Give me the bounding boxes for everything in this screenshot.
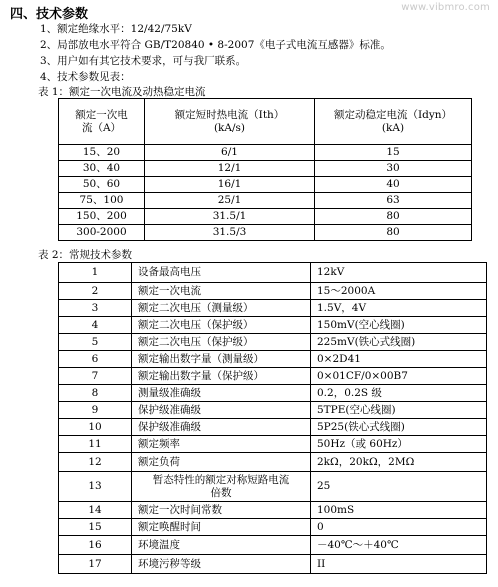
table-row — [59, 263, 487, 283]
row-number: 17 — [59, 555, 132, 574]
parameter-name: 额定负荷 — [132, 453, 311, 472]
header-line: 额定短时热电流（Ith） — [174, 108, 285, 121]
parameter-value: －40℃～＋40℃ — [311, 536, 487, 555]
table-row — [59, 317, 487, 334]
parameter-value: 0.2，0.2S 级 — [311, 385, 487, 402]
dynamic-current-cell: 15 — [315, 145, 472, 161]
table-row — [59, 536, 487, 555]
parameter-value: 150mV(空心线圈) — [311, 317, 487, 334]
table-row — [59, 300, 487, 317]
primary-current-cell: 30、40 — [59, 161, 145, 177]
parameter-value: 25 — [311, 472, 487, 502]
parameter-name: 额定输出数字量（测量级） — [132, 351, 311, 368]
parameter-value: 0×01CF/0×00B7 — [311, 368, 487, 385]
table-row — [59, 209, 472, 225]
table-row — [59, 472, 487, 502]
thermal-current-cell: 12/1 — [145, 161, 315, 177]
row-number: 3 — [59, 300, 132, 317]
table-header-row — [59, 99, 472, 145]
rated-current-table — [58, 98, 472, 241]
table-row — [59, 225, 472, 241]
row-number: 14 — [59, 502, 132, 519]
section-heading: 四、技术参数 — [10, 7, 89, 22]
dynamic-current-cell: 30 — [315, 161, 472, 177]
header-line: 流（A） — [81, 121, 122, 134]
thermal-current-cell: 25/1 — [145, 193, 315, 209]
item-insulation-level: 1、额定绝缘水平：12/42/75kV — [40, 23, 192, 35]
parameter-name: 环境温度 — [132, 536, 311, 555]
row-number: 5 — [59, 334, 132, 351]
parameter-value: 0×2D41 — [311, 351, 487, 368]
primary-current-cell: 300-2000 — [59, 225, 145, 241]
thermal-current-cell: 6/1 — [145, 145, 315, 161]
primary-current-cell: 150、200 — [59, 209, 145, 225]
primary-current-cell: 75、100 — [59, 193, 145, 209]
dynamic-current-cell: 63 — [315, 193, 472, 209]
header-line: (kA/s) — [213, 121, 246, 134]
parameter-value: 100mS — [311, 502, 487, 519]
row-number: 1 — [59, 263, 132, 283]
parameter-name: 额定频率 — [132, 436, 311, 453]
table-row — [59, 283, 487, 300]
table-row — [59, 161, 472, 177]
parameter-value: II — [311, 555, 487, 574]
table-row — [59, 519, 487, 536]
table-row — [59, 334, 487, 351]
row-number: 11 — [59, 436, 132, 453]
parameter-value: 2kΩ，20kΩ，2MΩ — [311, 453, 487, 472]
table-row — [59, 436, 487, 453]
parameter-value: 1.5V，4V — [311, 300, 487, 317]
parameter-value: 50Hz（或 60Hz） — [311, 436, 487, 453]
thermal-current-cell: 31.5/3 — [145, 225, 315, 241]
table-row — [59, 502, 487, 519]
table-row — [59, 145, 472, 161]
table1-caption: 表 1：额定一次电流及动热稳定电流 — [38, 86, 206, 98]
primary-current-cell: 50、60 — [59, 177, 145, 193]
row-number: 8 — [59, 385, 132, 402]
dynamic-current-cell: 40 — [315, 177, 472, 193]
dynamic-current-cell: 80 — [315, 209, 472, 225]
thermal-current-cell: 16/1 — [145, 177, 315, 193]
header-thermal-current — [145, 99, 315, 145]
table-row — [59, 368, 487, 385]
row-number: 12 — [59, 453, 132, 472]
parameter-name: 设备最高电压 — [132, 263, 311, 283]
row-number: 6 — [59, 351, 132, 368]
table-row — [59, 402, 487, 419]
item-see-tables: 4、技术参数见表： — [40, 71, 131, 83]
parameter-name: 额定唤醒时间 — [132, 519, 311, 536]
parameter-name: 测量级准确级 — [132, 385, 311, 402]
header-primary-current — [59, 99, 145, 145]
item-contact: 3、用户如有其它技术要求，可与我厂联系。 — [40, 55, 247, 67]
table-row — [59, 351, 487, 368]
parameter-value: 15～2000A — [311, 283, 487, 300]
table-row — [59, 453, 487, 472]
header-dynamic-current — [315, 99, 472, 145]
table-row — [59, 177, 472, 193]
parameter-value: 225mV(铁心式线圈) — [311, 334, 487, 351]
header-line: 额定一次电 — [75, 108, 128, 121]
parameter-name: 额定一次电流 — [132, 283, 311, 300]
row-number: 13 — [59, 472, 132, 502]
table-row — [59, 555, 487, 574]
header-line: 额定动稳定电流（Idyn） — [333, 108, 453, 121]
parameter-name: 环境污秽等级 — [132, 555, 311, 574]
parameter-name: 额定二次电压（保护级） — [132, 334, 311, 351]
parameter-name: 额定一次时间常数 — [132, 502, 311, 519]
watermark: www.vibmro.com — [401, 2, 490, 13]
parameter-name: 保护级准确级 — [132, 419, 311, 436]
parameter-value: 5P25(铁心式线圈) — [311, 419, 487, 436]
table2-caption: 表 2：常规技术参数 — [38, 249, 133, 261]
row-number: 10 — [59, 419, 132, 436]
parameter-value: 0 — [311, 519, 487, 536]
thermal-current-cell: 31.5/1 — [145, 209, 315, 225]
parameter-value: 5TPE(空心线圈) — [311, 402, 487, 419]
dynamic-current-cell: 80 — [315, 225, 472, 241]
parameter-name: 额定输出数字量（保护级） — [132, 368, 311, 385]
row-number: 2 — [59, 283, 132, 300]
table-row — [59, 419, 487, 436]
parameter-name: 保护级准确级 — [132, 402, 311, 419]
parameter-value: 12kV — [311, 263, 487, 283]
table-row — [59, 193, 472, 209]
row-number: 4 — [59, 317, 132, 334]
row-number: 16 — [59, 536, 132, 555]
row-number: 7 — [59, 368, 132, 385]
table-row — [59, 385, 487, 402]
item-partial-discharge: 2、局部放电水平符合 GB/T20840 • 8-2007《电子式电流互感器》标准。 — [40, 39, 391, 51]
row-number: 9 — [59, 402, 132, 419]
parameter-name: 额定二次电压（保护级） — [132, 317, 311, 334]
parameter-name: 暂态特性的额定对称短路电流倍数 — [132, 472, 311, 502]
header-line: (kA) — [381, 121, 405, 134]
primary-current-cell: 15、20 — [59, 145, 145, 161]
row-number: 15 — [59, 519, 132, 536]
parameter-name: 额定二次电压（测量级） — [132, 300, 311, 317]
general-parameters-table — [58, 262, 487, 574]
